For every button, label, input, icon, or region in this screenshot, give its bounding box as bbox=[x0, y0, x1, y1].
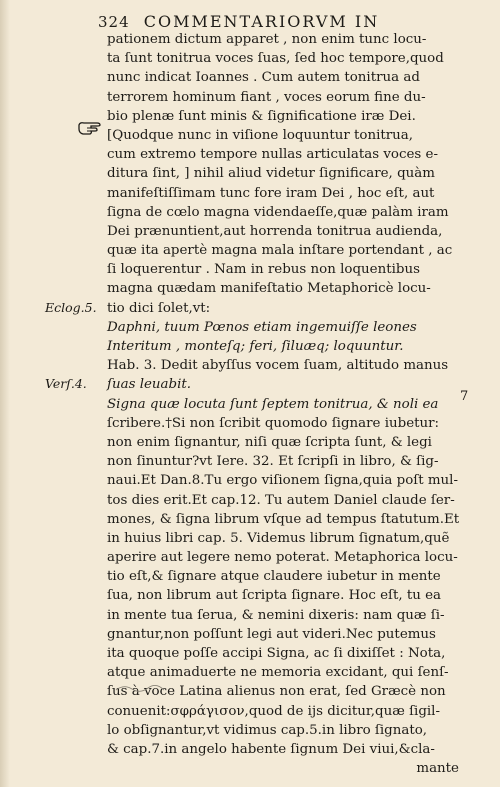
text-line: lo obſignantur,vt vidimus cap.5.in libro ſignato, bbox=[107, 722, 428, 738]
text-line: & cap.7.in angelo habente ſignum Dei viui,&cla- bbox=[107, 741, 435, 757]
text-line: Hab. 3. Dedit abyſſus vocem ſuam, altitudo manus bbox=[107, 358, 449, 374]
text-line: manifeſtiſſimam tunc fore iram Dei , hoc eſt, aut bbox=[107, 185, 435, 201]
text-line: non enim ſignantur, niſi quæ ſcripta ſunt, & legi bbox=[107, 434, 432, 450]
page-number: 324 bbox=[98, 13, 130, 31]
text-line: ita quoque poſſe accipi Signa, ac ſi dixiſſet : Nota, bbox=[107, 646, 446, 661]
text-line: non ſinuntur?vt Iere. 32. Et ſcripſi in libro, & ſig- bbox=[107, 454, 439, 470]
text-line: mones, & ſigna librum vſque ad tempus ſtatutum.Et bbox=[107, 511, 460, 527]
text-line: pationem dictum apparet , non enim tunc locu- bbox=[107, 32, 427, 47]
text-line: ſuas leuabit. bbox=[107, 377, 191, 393]
text-line: ſi loquerentur . Nam in rebus non loquentibus bbox=[107, 262, 420, 278]
text-line: gnantur,non poſſunt legi aut videri.Nec putemus bbox=[107, 626, 436, 642]
text-line: tio eſt,& ſignare atque claudere iubetur in mente bbox=[107, 569, 441, 585]
catchword: mante bbox=[416, 761, 459, 777]
text-line: ſua, non librum aut ſcripta ſignare. Hoc eſt, tu ea bbox=[107, 588, 442, 604]
running-title: COMMENTARIORVM IN bbox=[143, 12, 380, 31]
text-line: [Quodque nunc in viſione loquuntur tonitrua, bbox=[107, 127, 414, 143]
text-line: atque animaduerte ne memoria excidant, qui ſenſ- bbox=[107, 665, 449, 681]
text-line: in huius libri cap. 5. Videmus librum ſignatum,quẽ bbox=[107, 530, 450, 546]
text-line: tos dies erit.Et cap.12. Tu autem Daniel claude ſer- bbox=[107, 492, 455, 508]
text-line: magna quædam manifeſtatio Metaphoricè locu- bbox=[107, 281, 431, 297]
text-line: Dei prænuntient,aut horrenda tonitrua audienda, bbox=[107, 223, 443, 239]
margin-marker-right: 7 bbox=[460, 389, 469, 404]
text-line: ſus à voce Latina alienus non erat, ſed Græcè non bbox=[107, 684, 446, 700]
text-line: in mente tua ſerua, & nemini dixeris: nam quæ ſi- bbox=[107, 607, 445, 623]
text-block bbox=[107, 30, 459, 778]
text-line: terrorem hominum fiant , voces eorum fine du- bbox=[107, 89, 426, 105]
manicule-icon bbox=[77, 120, 103, 136]
lemma-line: Signa quæ locuta ſunt ſeptem tonitrua, & noli ea bbox=[107, 396, 439, 412]
text-line: ditura ſint, ] nihil aliud videtur ſignificare, quàm bbox=[107, 166, 435, 182]
margin-note-eclog: Eclog.5. bbox=[45, 300, 97, 315]
text-line: quæ ita apertè magna mala inſtare portendant , ac bbox=[107, 243, 453, 259]
text-line: nunc indicat Ioannes . Cum autem tonitrua ad bbox=[107, 70, 420, 86]
pencil-mark-icon bbox=[114, 682, 194, 694]
text-line: naui.Et Dan.8.Tu ergo viſionem ſigna,quia poſt mul- bbox=[107, 473, 458, 489]
text-line: ſigna de cœlo magna videndaeſſe,quæ palàm iram bbox=[107, 204, 449, 220]
margin-note-vers: Verſ.4. bbox=[45, 376, 87, 391]
text-line: ta ſunt tonitrua voces ſuas, ſed hoc tempore,quod bbox=[107, 51, 444, 67]
quoted-verse-line: Interitum , monteſq; feri, ſiluæq; loquuntur. bbox=[107, 339, 404, 354]
text-line: conuenit:σφράγισον,quod de ijs dicitur,quæ ſigil- bbox=[107, 703, 440, 719]
text-line: tio dici ſolet,vt: bbox=[107, 300, 211, 316]
quoted-verse-line: Daphni, tuum Pœnos etiam ingemuiſſe leones bbox=[107, 319, 417, 335]
gutter-shadow bbox=[0, 0, 10, 787]
text-line: bio plenæ ſunt minis & ſignificatione iræ Dei. bbox=[107, 108, 416, 124]
text-line: aperire aut legere nemo poterat. Metaphorica locu- bbox=[107, 550, 458, 566]
text-line: ſcribere.†Si non ſcribit quomodo ſignare iubetur: bbox=[107, 415, 440, 431]
text-line: cum extremo tempore nullas articulatas voces e- bbox=[107, 147, 438, 163]
